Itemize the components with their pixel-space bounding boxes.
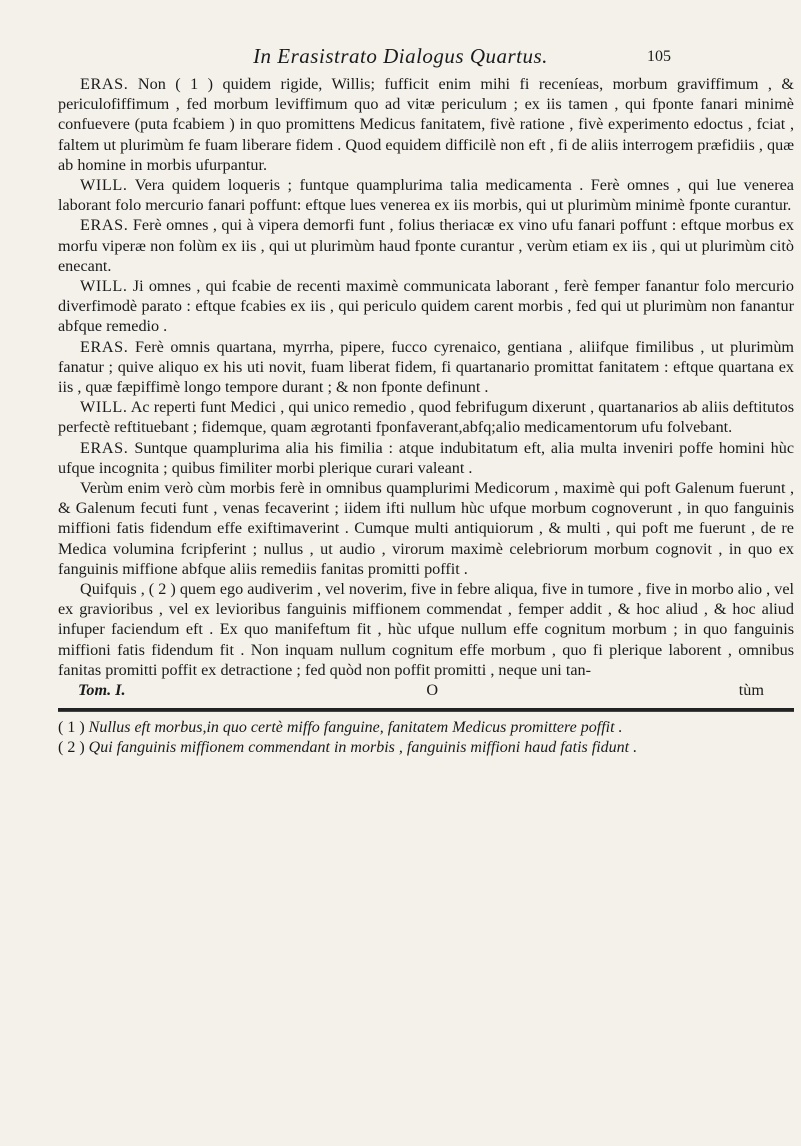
- catchword: tùm: [738, 681, 764, 700]
- speaker: WILL.: [80, 176, 128, 195]
- main-text: [58, 74, 794, 758]
- paragraph: [58, 438, 794, 478]
- footnote-text: Nullus eft morbus,in quo certè miffo fanguine, fanitatem Medicus promittere poffit .: [88, 719, 623, 737]
- paragraph-text: Ferè omnes , qui à vipera demorfi funt , folius theriacæ ex vino ufu fanari poffunt : eftque morbus ex morfu viperæ non folùm ex iis , qui ut plurimùm haud fponte curantur , verùm etiam ex iis , qui ut plurimùm citò enecant.: [58, 216, 794, 275]
- running-header: [0, 44, 801, 74]
- paragraph-text: Vera quidem loqueris ; funtque quamplurima talia medicamenta . Ferè omnes , qui lue venerea laborant folo mercurio fanari poffunt: eftque lues venerea ex iis morbis, qui ut plurimùm minimè fponte curantur.: [58, 176, 794, 215]
- paragraph-text: Non ( 1 ) quidem rigide, Willis; fufficit enim mihi fi receníeas, morbum graviffimum , & periculofiffimum , fed morbum leviffimum quo ad vitæ periculum ; ex iis tamen , qui fponte fanari minimè confuevere (puta fcabiem ) in quo promittens Medicus fanitatem, fivè ratione , fivè experimento edoctus , fciat , faltem ut plurimùm fe fuam liberare fidem . Quod equidem difficilè non eft , fi de aliis interrogem præfidiis , quæ ab homine in morbis ufurpantur.: [58, 75, 794, 174]
- footnote: [58, 738, 794, 758]
- paragraph-text: Verùm enim verò cùm morbis ferè in omnibus quamplurimi Medicorum , maximè qui poft Galenum fuerunt , & Galenum fecuti funt , venas fecaverint ; iidem ifti nullum hùc ufque morbum cognoverunt , in quo fanguinis miffioni fatis fidendum effe exiftimaverint . Cumque multi antiquiorum , & multi , qui poft me fuerunt , de re Medica volumina fcripferint ; nullus , ut audio , virorum maximè celebriorum morbum cognovit , in quo ex fanguinis miffione abfque aliis remediis fanitas promitti poffit .: [58, 479, 794, 578]
- footnote: [58, 718, 794, 738]
- paragraph: [58, 579, 794, 680]
- paragraph-text: Ac reperti funt Medici , qui unico remedio , quod febrifugum dixerunt , quartanarios ab aliis deftitutos perfectè reftituebant ; fidemque, quam ægrotanti fponfaverant,abfq;alio medicamentorum ufu folvebant.: [58, 398, 794, 437]
- speaker: ERAS.: [80, 337, 129, 356]
- footnote-text: Qui fanguinis miffionem commendant in morbis , fanguinis miffioni haud fatis fidunt .: [88, 739, 638, 757]
- paragraph: [58, 74, 794, 175]
- speaker: WILL.: [80, 277, 128, 296]
- catchline: [58, 680, 794, 700]
- volume-signature: Tom. I.: [78, 681, 126, 700]
- gathering-letter: O: [426, 681, 439, 700]
- paragraph-text: Quifquis , ( 2 ) quem ego audiverim , vel noverim, five in febre aliqua, five in tumore , five in morbo alio , vel ex gravioribus , vel ex levioribus fanguinis miffionem commendat , femper addit , & hoc aliud , & hoc aliud infuper faciendum eft . Ex quo manifeftum fit , hùc ufque nullum effe cognitum morbum ; in quo fanguinis miffioni fatis fidendum fit . Non inquam nullum cognitum effe morbum , quo fi plerique laborent , omnibus fanitas promitti poffit ex detractione ; fed quòd non poffit promitti , neque uni tan-: [58, 580, 794, 679]
- speaker: ERAS.: [80, 216, 129, 235]
- footnote-number: ( 2 ): [58, 739, 85, 757]
- speaker: ERAS.: [80, 438, 129, 457]
- paragraph: [58, 337, 794, 398]
- paragraph: [58, 276, 794, 337]
- paragraph: [58, 215, 794, 276]
- footnote-number: ( 1 ): [58, 719, 85, 737]
- paragraph: [58, 478, 794, 579]
- footnote-divider: [58, 708, 794, 712]
- paragraph-text: Suntque quamplurima alia his fimilia : atque indubitatum eft, alia multa inveniri poffe homini hùc ufque incognita ; quibus fimiliter morbi plerique curari valeant .: [58, 438, 795, 477]
- paragraph-text: Ji omnes , qui fcabie de recenti maximè communicata laborant , ferè femper fanantur folo mercurio diverfimodè parato : eftque fcabies ex iis , qui periculo quidem carent morbis , fed qui ut plurimùm non fanantur abfque remedio .: [58, 277, 795, 336]
- paragraph: [58, 397, 794, 437]
- paragraph-text: Ferè omnis quartana, myrrha, pipere, fucco cyrenaico, gentiana , aliifque fimilibus , ut plurimùm fanatur ; quive aliquo ex his uti novit, fuam liberat fidem, fi quartanario promittat fanitatem : eftque quartana ex iis , quæ fæpiffimè longo tempore durant ; & non fponte definunt .: [58, 337, 795, 397]
- paragraph: [58, 175, 794, 215]
- speaker: ERAS.: [80, 75, 129, 93]
- running-title: In Erasistrato Dialogus Quartus.: [253, 44, 548, 68]
- speaker: WILL.: [80, 398, 128, 417]
- page-number: 105: [647, 48, 671, 65]
